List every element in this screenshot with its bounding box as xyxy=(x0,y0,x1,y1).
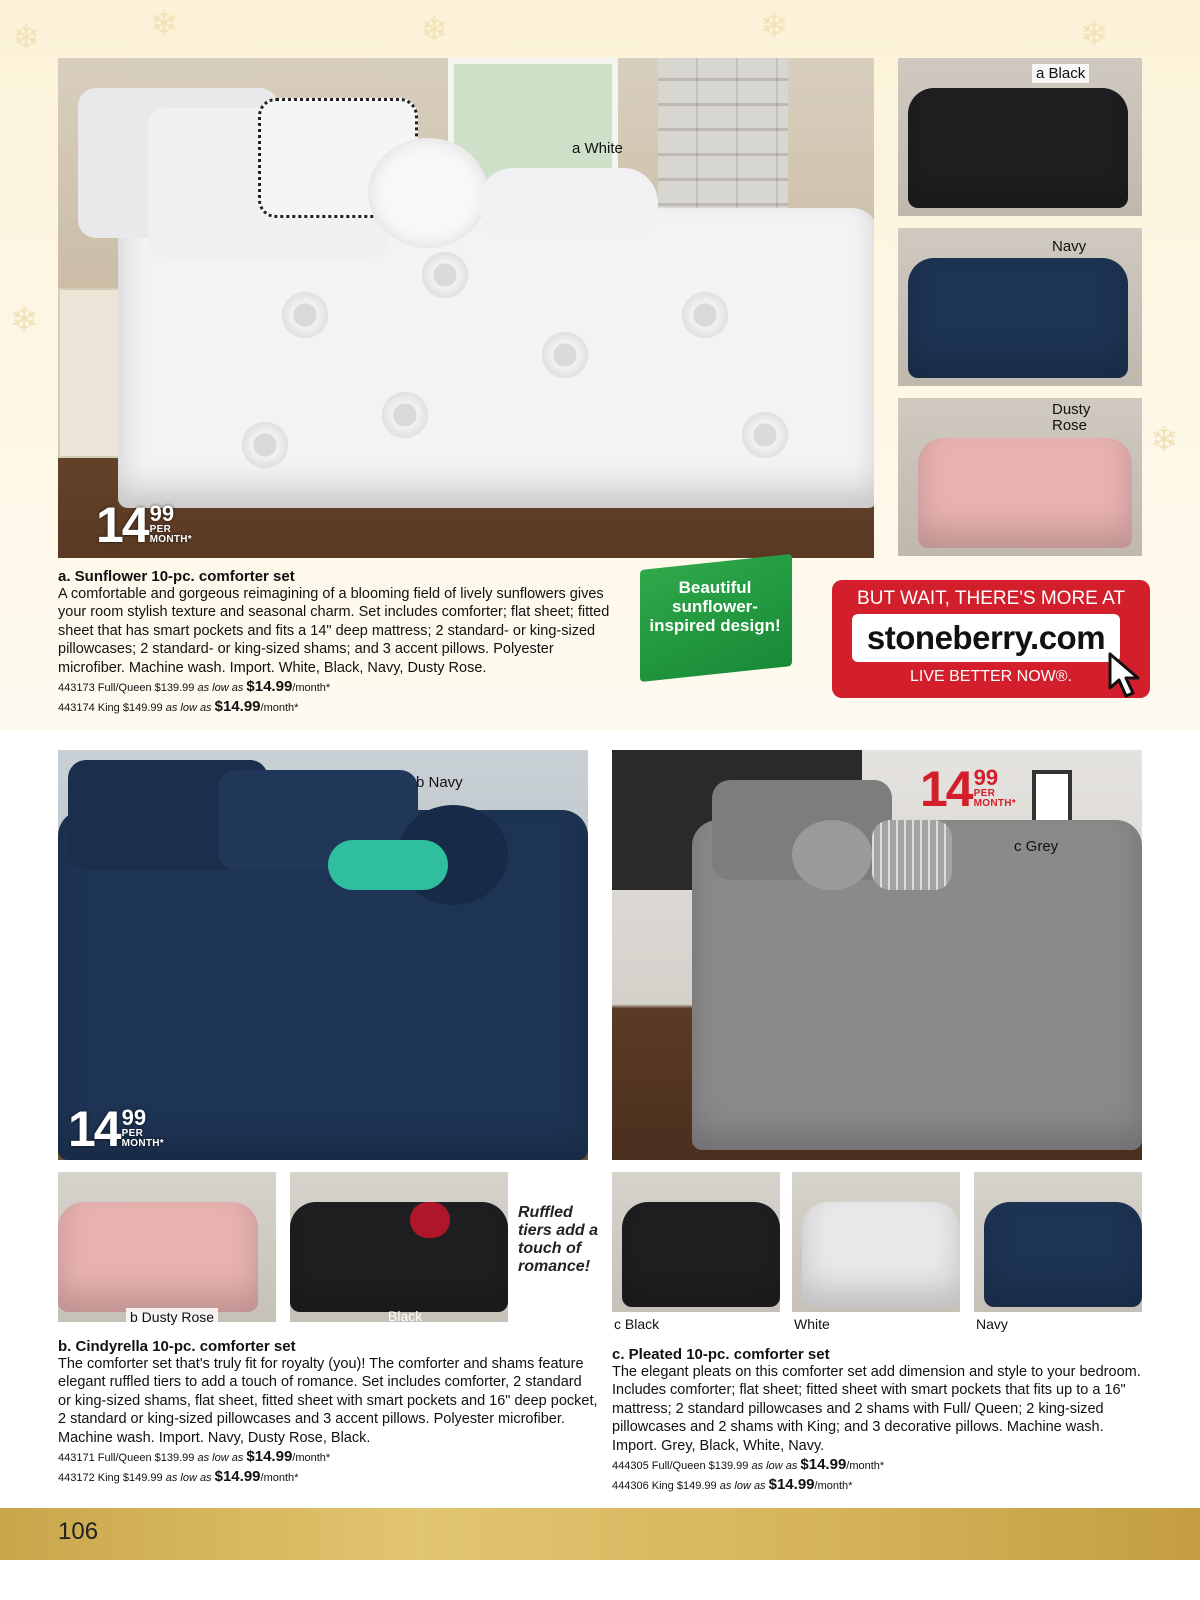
swatch-label-dusty-rose-b: b Dusty Rose xyxy=(126,1308,218,1326)
swatch-photo-black-c xyxy=(612,1172,780,1312)
swatch-photo-dusty-rose-b xyxy=(58,1172,276,1322)
cursor-arrow-icon xyxy=(1106,652,1146,698)
swatch-label-black-b: Black xyxy=(388,1308,423,1324)
price-badge-b: 14 99 PER MONTH* xyxy=(68,1101,164,1157)
product-c-info xyxy=(612,1346,1152,1494)
swatch-photo-white-c xyxy=(792,1172,960,1312)
snowflake-icon: ❄ xyxy=(760,7,789,45)
price-cents: 99 xyxy=(149,501,175,526)
pleated-grey-photo xyxy=(612,750,1142,1160)
grey-round-pillow xyxy=(792,820,872,890)
price-per: PER xyxy=(149,524,172,535)
sku-line: 443172 King $149.99 as low as $14.99/month* xyxy=(58,1467,299,1485)
product-c-description: The elegant pleats on this comforter set add dimension and style to your bedroom. Includes comforter; flat sheet; fitted sheet with smart pockets that fits up to a 16" mattress; 2 standard pillowcases and 2 shams with Full/ Queen; 2 king-sized pillowcases and 2 shams with King; and 3 decorative pillows. Machine wash. Import. Grey, Black, White, Navy. xyxy=(612,1364,1141,1454)
product-a-description: A comfortable and gorgeous reimagining of a blooming field of lively sunflowers gives your room stylish texture and seasonal charm. Set includes comforter; flat sheet; fitted sheet that has smart pockets and fits a 14" deep mattress; 2 standard- or king-sized pillowcases; 2 standard- or king-sized shams; and 3 accent pillows. Polyester microfiber. Machine wash. Import. White, Black, Navy, Dusty Rose. xyxy=(58,586,610,676)
price-badge-a xyxy=(96,497,192,553)
sku-line: 443174 King $149.99 as low as $14.99/month* xyxy=(58,697,299,715)
swatch-photo-navy xyxy=(898,228,1142,386)
snowflake-icon: ❄ xyxy=(1080,15,1109,53)
swatch-label-dusty-rose: Dusty Rose xyxy=(1052,401,1091,434)
swatch-label-grey: c Grey xyxy=(1014,838,1059,855)
snowflake-icon: ❄ xyxy=(1150,421,1179,459)
red-accent-pillow xyxy=(410,1202,450,1238)
cindyrella-navy-photo xyxy=(58,750,588,1160)
neckroll-pillow xyxy=(478,168,658,238)
footer-band xyxy=(0,1508,1200,1560)
stoneberry-domain-link[interactable]: stoneberry.com xyxy=(852,614,1120,662)
green-callout-text: Beautiful sunflower-inspired design! xyxy=(649,578,781,636)
snowflake-icon: ❄ xyxy=(150,5,179,43)
snowflake-icon: ❄ xyxy=(12,19,41,57)
price-month: MONTH* xyxy=(149,534,192,545)
sunflower-white-photo xyxy=(58,58,874,558)
product-b-info xyxy=(58,1338,598,1486)
swatch-label-black: a Black xyxy=(1032,64,1089,83)
sku-line: 444306 King $149.99 as low as $14.99/month* xyxy=(612,1475,853,1493)
swatch-label-white: a White xyxy=(572,140,623,157)
striped-pillow xyxy=(872,820,952,890)
swatch-photo-black-b xyxy=(290,1172,508,1322)
swatch-label-black-c: c Black xyxy=(614,1316,660,1332)
product-b-title: b. Cindyrella 10-pc. comforter set xyxy=(58,1338,296,1355)
snowflake-icon: ❄ xyxy=(10,301,39,339)
sku-line: 443171 Full/Queen $139.99 as low as $14.99/month* xyxy=(58,1448,331,1466)
snowflake-icon: ❄ xyxy=(420,11,449,49)
round-accent-pillow xyxy=(368,138,488,248)
swatch-photo-dusty-rose xyxy=(898,398,1142,556)
stoneberry-top-text: BUT WAIT, THERE'S MORE AT xyxy=(857,588,1125,609)
sku-line: 443173 Full/Queen $139.99 as low as $14.99/month* xyxy=(58,678,331,696)
swatch-label-navy-b: b Navy xyxy=(416,774,463,791)
product-a-info xyxy=(58,568,618,716)
swatch-label-navy: Navy xyxy=(1052,238,1087,255)
sku-line: 444305 Full/Queen $139.99 as low as $14.99/month* xyxy=(612,1456,885,1474)
price-badge-c: 14 99 PER MONTH* xyxy=(920,761,1016,817)
page-number: 106 xyxy=(58,1518,99,1545)
swatch-label-white-c: White xyxy=(794,1316,830,1332)
product-c-title: c. Pleated 10-pc. comforter set xyxy=(612,1346,830,1363)
swatch-label-navy-c: Navy xyxy=(976,1316,1008,1332)
price-dollars: 14 xyxy=(96,497,148,553)
product-a-title: a. Sunflower 10-pc. comforter set xyxy=(58,568,295,585)
teal-candy-pillow xyxy=(328,840,448,890)
stoneberry-tagline: LIVE BETTER NOW®. xyxy=(909,668,1073,685)
swatch-photo-navy-c xyxy=(974,1172,1142,1312)
ruffled-note: Ruffled tiers add a touch of romance! xyxy=(518,1204,599,1275)
swatch-photo-black xyxy=(898,58,1142,216)
product-b-description: The comforter set that's truly fit for royalty (you)! The comforter and shams feature elegant ruffled tiers to add a touch of romance. Set includes comforter, 2 standard or king-sized shams, flat sheet, fitted sheet with smart pockets and 16" deep pocket, 2 standard or king-sized pillowcases and 3 accent pillows. Polyester microfiber. Machine wash. Import. Navy, Dusty Rose, Black. xyxy=(58,1356,598,1446)
